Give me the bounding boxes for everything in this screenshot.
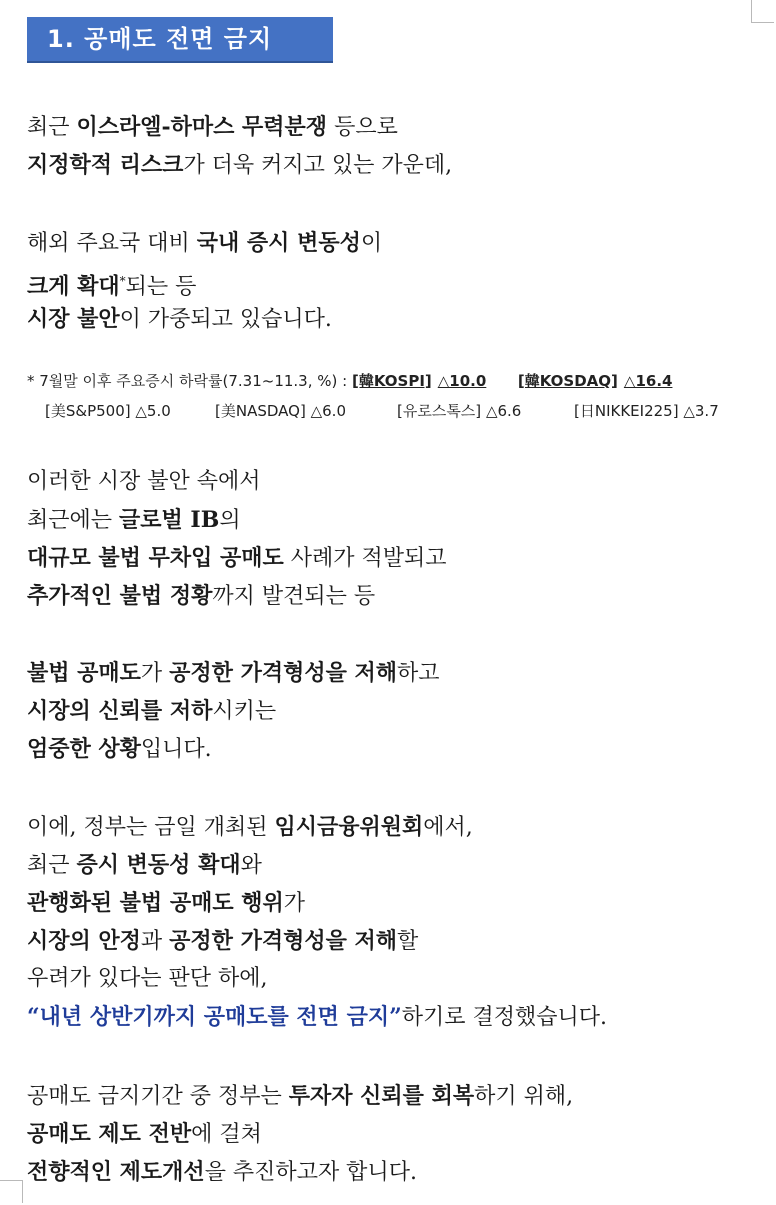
text-line: [27, 960, 756, 998]
text: 최근: [27, 115, 77, 140]
text: 와: [240, 853, 262, 878]
index-value-kosdaq: △16.4: [623, 372, 673, 390]
text: 에 걸쳐: [191, 1122, 262, 1147]
text-line: [27, 108, 756, 146]
bold-text: 공정한 가격형성을 저해: [169, 928, 398, 954]
text-line: [27, 1077, 756, 1115]
text-line: [27, 730, 756, 768]
text: 가 더욱 커지고 있는 가운데,: [183, 153, 453, 178]
bold-text: 공매도 제도 전반: [27, 1121, 192, 1147]
text: 하기 위해,: [474, 1084, 574, 1109]
text-line: [27, 224, 756, 262]
index-value: △6.6: [485, 402, 522, 420]
index-value: △6.0: [310, 402, 346, 420]
paragraph-volatility: [27, 224, 756, 338]
bold-text: 크게 확대: [27, 273, 120, 300]
text: 최근에는: [27, 508, 120, 533]
bold-text: 추가적인 불법 정황: [27, 583, 213, 609]
text: 우려가 있다는 판단 하에,: [27, 966, 268, 991]
text-line: [27, 1153, 756, 1191]
index-label: [日NIKKEI225]: [574, 402, 679, 420]
index-value: △3.7: [683, 402, 719, 420]
index-sp500: [45, 396, 171, 426]
bold-text: 대규모 불법 무차입 공매도: [27, 545, 284, 571]
text-line: [27, 692, 756, 730]
bold-text: 국내 증시 변동성: [196, 230, 361, 256]
index-label: [美NASDAQ]: [215, 402, 306, 420]
paragraph-decision: [27, 808, 756, 1036]
bold-text: 시장 불안: [27, 306, 120, 332]
text-line: [27, 808, 756, 846]
bold-text: 지정학적 리스크: [27, 152, 184, 178]
index-nasdaq: [215, 396, 346, 426]
footnote-market-decline: [27, 366, 767, 426]
text: 공매도 금지기간 중 정부는: [27, 1084, 289, 1109]
paragraph-serious-situation: [27, 654, 756, 768]
section-title: 1. 공매도 전면 금지: [27, 17, 333, 63]
index-value: △5.0: [135, 402, 171, 420]
bold-text: 이스라엘-하마스 무력분쟁: [76, 114, 328, 140]
text: 가: [140, 661, 170, 686]
index-label: [美S&P500]: [45, 402, 131, 420]
text: 과: [140, 929, 170, 954]
index-eurostoxx: [397, 396, 521, 426]
index-label: [유로스톡스]: [397, 402, 482, 420]
footnote-row-2: [27, 396, 767, 426]
bold-text: 시장의 신뢰를 저하: [27, 698, 213, 724]
bold-text: 임시금융위원회: [274, 814, 424, 840]
paragraph-illegal-short-selling: [27, 463, 756, 615]
index-nikkei: [574, 396, 719, 426]
bold-text: 불법 공매도: [27, 660, 141, 686]
bold-text: 시장의 안정: [27, 928, 141, 954]
text-line: [27, 300, 756, 338]
text: 최근: [27, 853, 77, 878]
text: 시키는: [212, 699, 277, 724]
text-line: [27, 463, 756, 501]
text-line: [27, 884, 756, 922]
bold-text: 엄중한 상황: [27, 736, 141, 762]
text: 사례가 적발되고: [283, 546, 447, 571]
footnote-intro: * 7월말 이후 주요증시 하락률(7.31~11.3, %) :: [27, 372, 352, 390]
text: 할: [397, 929, 419, 954]
index-label-kospi: [韓KOSPI]: [351, 372, 432, 390]
paragraph-reform: [27, 1077, 756, 1191]
text: 의: [219, 508, 241, 533]
text: 이에, 정부는 금일 개최된: [27, 815, 275, 840]
paragraph-geopolitical-risk: [27, 108, 756, 184]
text: 을 추진하고자 합니다.: [204, 1160, 417, 1185]
text: 해외 주요국 대비: [27, 231, 197, 256]
page-corner-mark-top-right: [751, 0, 774, 23]
text-line: [27, 1115, 756, 1153]
page-corner-mark-bottom-left: [0, 1180, 23, 1203]
text-line: [27, 577, 756, 615]
text-line: [27, 998, 756, 1036]
bold-text: 관행화된 불법 공매도 행위: [27, 890, 284, 916]
text: 입니다.: [140, 737, 212, 762]
text: 이 가중되고 있습니다.: [119, 307, 332, 332]
text-line: [27, 539, 756, 577]
text: 이러한 시장 불안 속에서: [27, 469, 261, 494]
text-line: [27, 922, 756, 960]
text-line: [27, 501, 756, 539]
bold-text: 증시 변동성 확대: [76, 852, 241, 878]
bold-text: 공정한 가격형성을 저해: [169, 660, 398, 686]
text: 되는 등: [125, 274, 197, 300]
footnote-row-1: [27, 366, 767, 396]
text: 까지 발견되는 등: [212, 584, 376, 609]
text: 하기로 결정했습니다.: [401, 1005, 607, 1030]
text: 이: [360, 231, 383, 256]
bold-text: 전향적인 제도개선: [27, 1159, 205, 1185]
index-value-kospi: △10.0: [437, 372, 487, 390]
text-line: [27, 262, 756, 300]
text: 등으로: [327, 115, 398, 140]
text: 가: [283, 891, 306, 916]
text: 에서,: [423, 815, 473, 840]
index-label-kosdaq: [韓KOSDAQ]: [517, 372, 618, 390]
text: 하고: [397, 661, 440, 686]
bold-text: 글로벌 IB: [119, 507, 220, 533]
bold-text: 투자자 신뢰를 회복: [288, 1083, 475, 1109]
footnote-marker: *: [119, 274, 126, 288]
highlighted-decision: “내년 상반기까지 공매도를 전면 금지”: [27, 1004, 402, 1030]
text-line: [27, 146, 756, 184]
text-line: [27, 654, 756, 692]
text-line: [27, 846, 756, 884]
